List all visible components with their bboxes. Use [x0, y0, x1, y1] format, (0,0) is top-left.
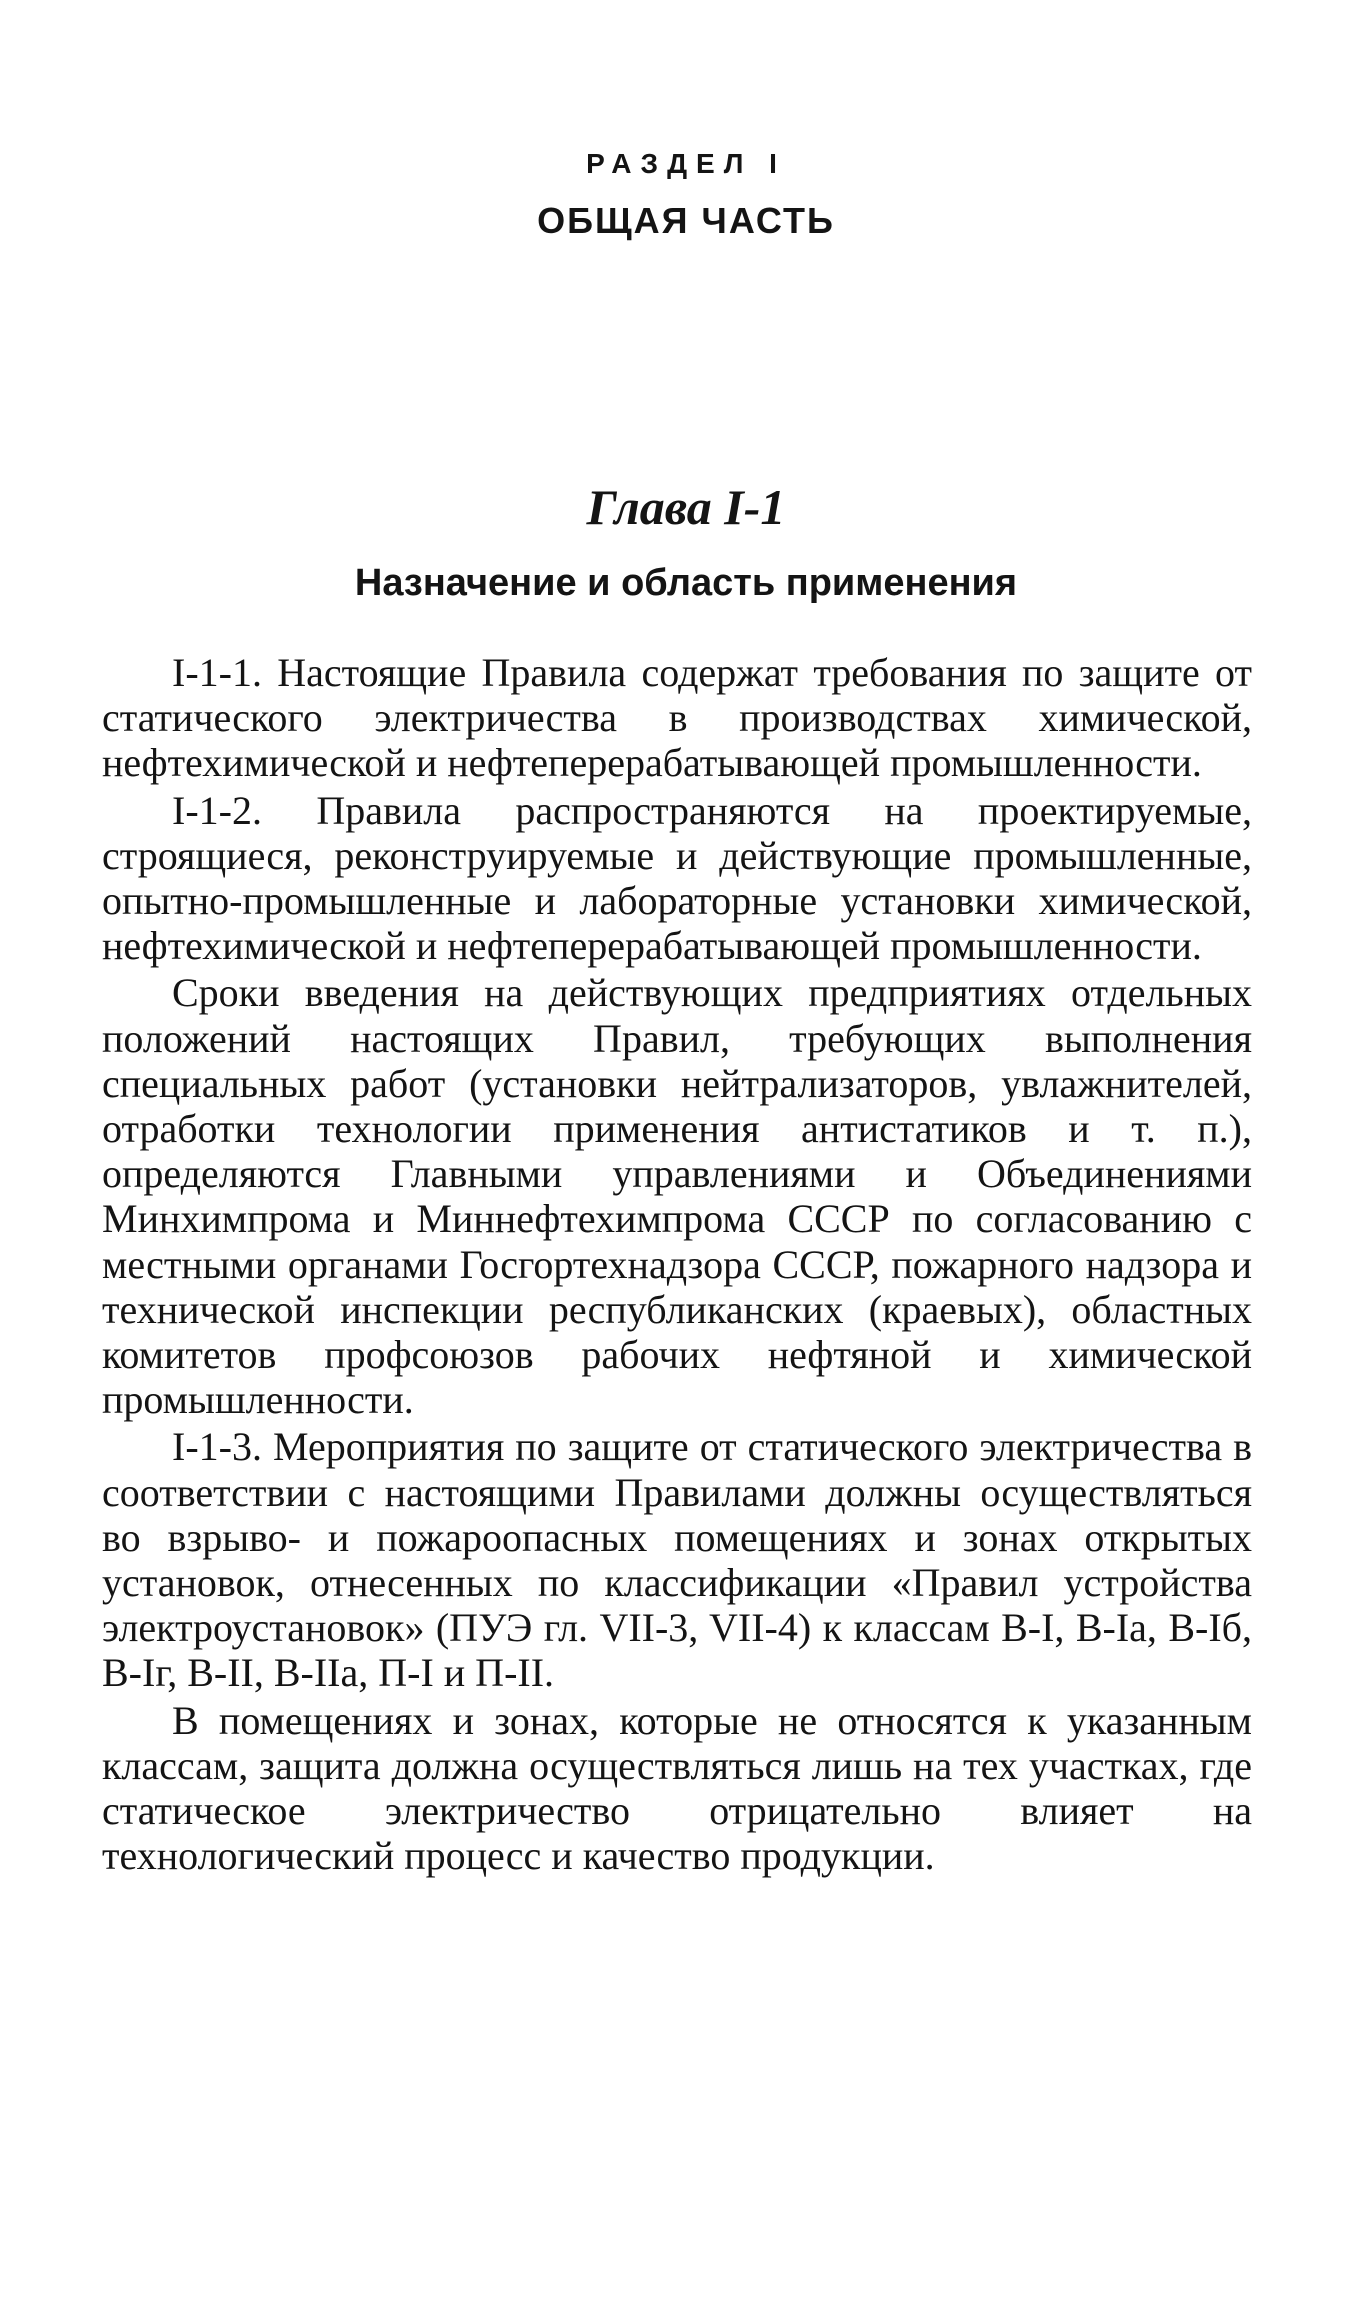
paragraph-1-1-3: I-1-3. Мероприятия по защите от статического электричества в соответствии с настоящими Правилами должны осуществляться во взрыво- и пожароопасных помещениях и зонах открытых установок, отнесенных по классификации «Правил устройства электроустановок» (ПУЭ гл. VII-3, VII-4) к классам В-I, В-Iа, В-Iб, В-Iг, В-II, В-IIа, П-I и П-II.: [102, 1424, 1252, 1696]
paragraph-1-1-2: I-1-2. Правила распространяются на проектируемые, строящиеся, реконструируемые и действующие промышленные, опытно-промышленные и лабораторные установки химической, нефтехимической и нефтеперерабатывающей промышленности.: [102, 787, 1252, 969]
body-text: [102, 650, 1252, 1878]
paragraph-other-premises: В помещениях и зонах, которые не относятся к указанным классам, защита должна осуществляться лишь на тех участках, где статическое электричество отрицательно влияет на технологический процесс и качество продукции.: [102, 1697, 1252, 1879]
paragraph-deadlines: Сроки введения на действующих предприятиях отдельных положений настоящих Правил, требующих выполнения специальных работ (установки нейтрализаторов, увлажнителей, отработки технологии применения антистатиков и т. п.), определяются Главными управлениями и Объединениями Минхимпрома и Миннефтехимпрома СССР по согласованию с местными органами Госгортехнадзора СССР, пожарного надзора и технической инспекции республиканских (краевых), областных комитетов профсоюзов рабочих нефтяной и химической промышленности.: [102, 970, 1252, 1423]
chapter-label: Глава I-1: [586, 479, 786, 535]
paragraph-1-1-1: I-1-1. Настоящие Правила содержат требования по защите от статического электричества в производствах химической, нефтехимической и нефтеперерабатывающей промышленности.: [102, 650, 1252, 786]
chapter-title: Назначение и область применения: [354, 562, 1018, 604]
section-label: РАЗДЕЛ I: [586, 148, 786, 179]
section-title: ОБЩАЯ ЧАСТЬ: [537, 200, 835, 241]
